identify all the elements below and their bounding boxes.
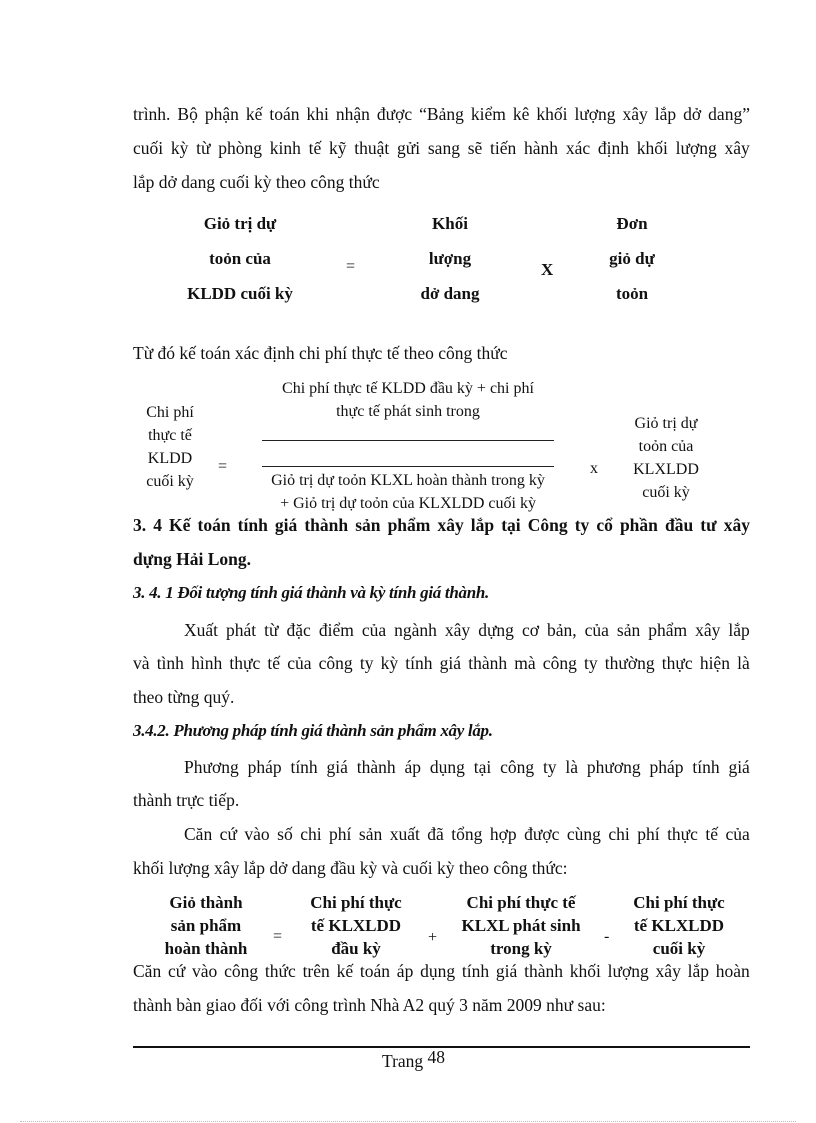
- text-tu-do: Từ đó kế toán xác định chi phí thực tế theo công thức: [133, 343, 508, 363]
- word: xây: [437, 515, 464, 535]
- word: Công: [527, 515, 568, 535]
- formula1-left-line: Giỏ trị dự: [203, 214, 277, 233]
- para-341-line-3: theo từng quý.: [133, 687, 235, 707]
- word: phẩm: [387, 515, 431, 535]
- word: được: [524, 824, 560, 844]
- word: lắp: [654, 104, 677, 124]
- word: lượng: [675, 138, 717, 158]
- word: thực: [229, 653, 261, 673]
- word: là: [737, 653, 750, 673]
- word: tế: [308, 138, 322, 158]
- word: bản,: [546, 620, 577, 640]
- word: lắp: [470, 515, 495, 535]
- word: tính: [405, 653, 433, 673]
- formula3-col3: [445, 891, 597, 960]
- word: tại: [473, 757, 492, 777]
- word: hành: [524, 138, 559, 158]
- word: vào: [192, 961, 218, 981]
- word: sang: [427, 138, 460, 158]
- word: kỹ: [329, 138, 347, 158]
- formula3-col4-line: cuối kỳ: [652, 939, 706, 958]
- formula2-numerator: [232, 377, 584, 423]
- formula2-equals: =: [218, 458, 228, 475]
- para-341-line-1: [184, 620, 750, 641]
- formula2-denominator: [232, 469, 584, 515]
- word: kiểm: [470, 104, 506, 124]
- word: khối: [536, 104, 568, 124]
- word: phòng: [218, 138, 262, 158]
- word: cổ: [596, 515, 613, 535]
- word: Xuất: [184, 620, 219, 640]
- word: khi: [306, 104, 329, 124]
- word: ngành: [394, 620, 437, 640]
- formula1-mid-line: lượng: [428, 249, 472, 268]
- word: xây: [622, 104, 648, 124]
- word: hợp: [489, 824, 517, 844]
- word: thành: [468, 653, 508, 673]
- word: xây: [655, 961, 681, 981]
- word: hoàn: [715, 961, 750, 981]
- word: pháp: [247, 757, 282, 777]
- formula3-col2-line: đầu kỳ: [331, 939, 381, 958]
- formula1-mid-line: Khối: [432, 214, 468, 233]
- word: tư: [700, 515, 717, 535]
- word: thuật: [354, 138, 390, 158]
- word: giá: [439, 653, 462, 673]
- word: kỳ: [380, 653, 399, 673]
- para-can-cu-line-2: khối lượng xây lắp dở dang đầu kỳ và cuối kỳ theo công thức:: [133, 858, 568, 878]
- word: phí: [637, 824, 660, 844]
- formula1-mid-line: dở dang: [420, 284, 480, 303]
- word: công: [542, 653, 577, 673]
- formula3-col1-line: sản phẩm: [170, 916, 242, 935]
- word: từ: [196, 138, 211, 158]
- formula3-col1-line: Giỏ thành: [169, 893, 243, 912]
- word: dụng: [429, 757, 465, 777]
- word: lượng: [607, 961, 649, 981]
- word: tính: [692, 757, 720, 777]
- formula2-numerator-line: thực tế phát sinh trong: [336, 403, 480, 420]
- formula3-col3-line: KLXL phát sinh: [461, 916, 581, 935]
- formula2-right-line: cuối kỳ: [642, 484, 690, 501]
- heading-3-4-2: 3.4.2. Phương pháp tính giá thành sản phẩm xây lắp.: [133, 721, 493, 740]
- word: tiến: [490, 138, 517, 158]
- formula3-col2-line: tế KLXLDD: [310, 916, 402, 935]
- formula3-col1: [150, 891, 262, 960]
- word: áp: [404, 757, 422, 777]
- word: giá: [326, 757, 348, 777]
- formula2-denominator-line: Giỏ trị dự toỏn KLXL hoàn thành trong kỳ: [271, 472, 545, 489]
- word: phương: [586, 757, 641, 777]
- word: dở: [683, 104, 702, 124]
- word: đặc: [286, 620, 311, 640]
- word: tế: [705, 824, 719, 844]
- word: nhận: [335, 104, 370, 124]
- formula2-fraction-bar-lower: [262, 466, 554, 467]
- formula1-right-line: giỏ dự: [609, 249, 655, 268]
- word: giá: [495, 961, 518, 981]
- formula2-left-line: cuối kỳ: [146, 473, 194, 490]
- word: “Bảng: [419, 104, 464, 124]
- word: khối: [636, 138, 668, 158]
- word: thường: [604, 653, 655, 673]
- word: Kế: [169, 515, 191, 535]
- word: của: [287, 653, 312, 673]
- word: Căn: [133, 961, 162, 981]
- word: phát: [226, 620, 257, 640]
- formula2-left-line: thực tế: [148, 427, 192, 444]
- word: toán: [269, 104, 300, 124]
- formula3-col4-line: Chi phí thực: [633, 893, 725, 912]
- formula1-equals: =: [346, 258, 356, 275]
- formula2-right-line: KLXLDD: [633, 461, 699, 478]
- word: sản: [355, 515, 381, 535]
- word: thành: [356, 757, 396, 777]
- formula2-left-line: KLDD: [147, 450, 193, 467]
- word: giá: [274, 515, 298, 535]
- para-341-line-2: [133, 653, 750, 674]
- intro-line-2: [133, 138, 750, 159]
- word: kế: [245, 104, 263, 124]
- heading-3-4-line-2: dựng Hải Long.: [133, 549, 251, 569]
- word: hình: [191, 653, 223, 673]
- formula3-col2: [295, 891, 417, 960]
- word: được: [376, 104, 413, 124]
- word: tổng: [451, 824, 483, 844]
- word: trên: [302, 961, 330, 981]
- formula1-right-line: toỏn: [615, 284, 649, 303]
- word: toán: [197, 515, 231, 535]
- formula1-left-line: KLDD cuối kỳ: [187, 284, 293, 303]
- word: kinh: [269, 138, 301, 158]
- word: của: [361, 620, 387, 640]
- word: ty: [359, 653, 374, 673]
- word: phí: [329, 824, 352, 844]
- word: Căn: [184, 824, 213, 844]
- formula3-minus: -: [604, 928, 610, 945]
- word: kê: [512, 104, 530, 124]
- word: đã: [427, 824, 444, 844]
- word: cứ: [219, 824, 237, 844]
- formula3-col1-line: hoàn thành: [164, 939, 248, 958]
- word: công: [318, 653, 353, 673]
- word: thực: [667, 824, 698, 844]
- word: thành: [524, 961, 563, 981]
- word: xuất: [389, 824, 420, 844]
- word: trình.: [133, 104, 171, 124]
- word: thực: [661, 653, 693, 673]
- word: sẽ: [467, 138, 483, 158]
- formula3-col4: [618, 891, 740, 960]
- word: cơ: [521, 620, 539, 640]
- word: tại: [501, 515, 521, 535]
- page-bottom-dotted-border: [20, 1121, 796, 1122]
- word: dang”: [708, 104, 750, 124]
- formula2-right: [620, 412, 712, 504]
- word: toán: [359, 961, 391, 981]
- word: 3.: [133, 515, 147, 535]
- formula2-left: [130, 401, 210, 493]
- word: giá: [728, 757, 750, 777]
- word: cứ: [167, 961, 186, 981]
- word: sản: [616, 620, 641, 640]
- formula2-left-line: Chi phí: [146, 404, 194, 421]
- word: thức: [264, 961, 296, 981]
- word: xác: [565, 138, 591, 158]
- formula3-col3-line: Chi phí thực tế: [466, 893, 576, 912]
- word: thành: [304, 515, 349, 535]
- word: phần: [619, 515, 658, 535]
- formula1-mid: [400, 206, 500, 311]
- word: số: [277, 824, 293, 844]
- formula2-times: x: [590, 460, 598, 477]
- word: xây: [444, 620, 471, 640]
- word: chi: [300, 824, 322, 844]
- word: xây: [724, 138, 750, 158]
- word: tính: [237, 515, 268, 535]
- formula3-equals: =: [273, 928, 283, 945]
- footer-page-word: Trang: [382, 1051, 424, 1071]
- word: sản: [358, 824, 383, 844]
- word: xây: [695, 620, 721, 640]
- word: đầu: [664, 515, 694, 535]
- footer-page-label: [382, 1047, 446, 1072]
- closing-line-1: [133, 961, 750, 982]
- formula2-fraction-bar: [262, 440, 554, 441]
- word: áp: [396, 961, 414, 981]
- word: điểm: [318, 620, 354, 640]
- word: hiện: [699, 653, 730, 673]
- para-can-cu-line-1: [184, 824, 750, 845]
- formula2-right-line: toỏn của: [638, 438, 694, 455]
- word: từ: [264, 620, 279, 640]
- word: pháp: [649, 757, 684, 777]
- formula1-left: [165, 206, 315, 311]
- word: Bộ: [177, 104, 198, 124]
- word: tính: [290, 757, 318, 777]
- formula3-plus: +: [428, 929, 438, 946]
- footer-page-number: 48: [427, 1047, 446, 1067]
- word: gửi: [397, 138, 421, 158]
- word: lắp: [687, 961, 709, 981]
- word: phận: [204, 104, 239, 124]
- formula2-numerator-line: Chi phí thực tế KLDD đầu kỳ + chi phí: [282, 380, 534, 397]
- word: là: [565, 757, 579, 777]
- heading-3-4-line-1: [133, 515, 750, 536]
- formula1-right-line: Đơn: [616, 214, 648, 233]
- word: ty: [574, 515, 590, 535]
- formula3-col3-line: trong kỳ: [490, 939, 552, 958]
- word: lượng: [574, 104, 616, 124]
- formula2-denominator-line: + Giỏ trị dự toỏn của KLXLDD cuối kỳ: [280, 495, 536, 512]
- word: lắp: [728, 620, 750, 640]
- para-342-line-2: thành trực tiếp.: [133, 790, 240, 810]
- word: chi: [608, 824, 630, 844]
- word: xây: [723, 515, 750, 535]
- heading-3-4-1: 3. 4. 1 Đối tượng tính giá thành và kỳ tính giá thành.: [133, 583, 489, 602]
- word: cùng: [566, 824, 601, 844]
- formula1-right: [592, 206, 672, 311]
- word: kế: [336, 961, 354, 981]
- word: của: [584, 620, 609, 640]
- formula3-col2-line: Chi phí thực: [310, 893, 402, 912]
- word: tính: [461, 961, 490, 981]
- word: ty: [542, 757, 557, 777]
- word: dụng: [420, 961, 456, 981]
- word: tế: [267, 653, 281, 673]
- word: mà: [514, 653, 536, 673]
- word: khối: [569, 961, 601, 981]
- word: và: [133, 653, 150, 673]
- intro-line-1: [133, 104, 750, 125]
- word: của: [725, 824, 750, 844]
- word: ty: [583, 653, 598, 673]
- word: định: [597, 138, 629, 158]
- intro-line-3: lắp dở dang cuối kỳ theo công thức: [133, 172, 380, 192]
- formula1-left-line: toỏn của: [209, 249, 271, 268]
- formula1-times: X: [541, 260, 554, 279]
- word: công: [500, 757, 535, 777]
- closing-line-2: thành bàn giao đối với công trình Nhà A2 quý 3 năm 2009 như sau:: [133, 995, 606, 1015]
- word: Phương: [184, 757, 239, 777]
- formula2-right-line: Giỏ trị dự: [634, 415, 698, 432]
- word: phẩm: [648, 620, 688, 640]
- formula3-col4-line: tế KLXLDD: [633, 916, 725, 935]
- word: công: [224, 961, 259, 981]
- word: kỳ: [170, 138, 189, 158]
- word: tình: [156, 653, 184, 673]
- para-342-line-1: [184, 757, 750, 778]
- word: vào: [244, 824, 270, 844]
- word: dựng: [478, 620, 514, 640]
- word: 4: [153, 515, 162, 535]
- word: cuối: [133, 138, 164, 158]
